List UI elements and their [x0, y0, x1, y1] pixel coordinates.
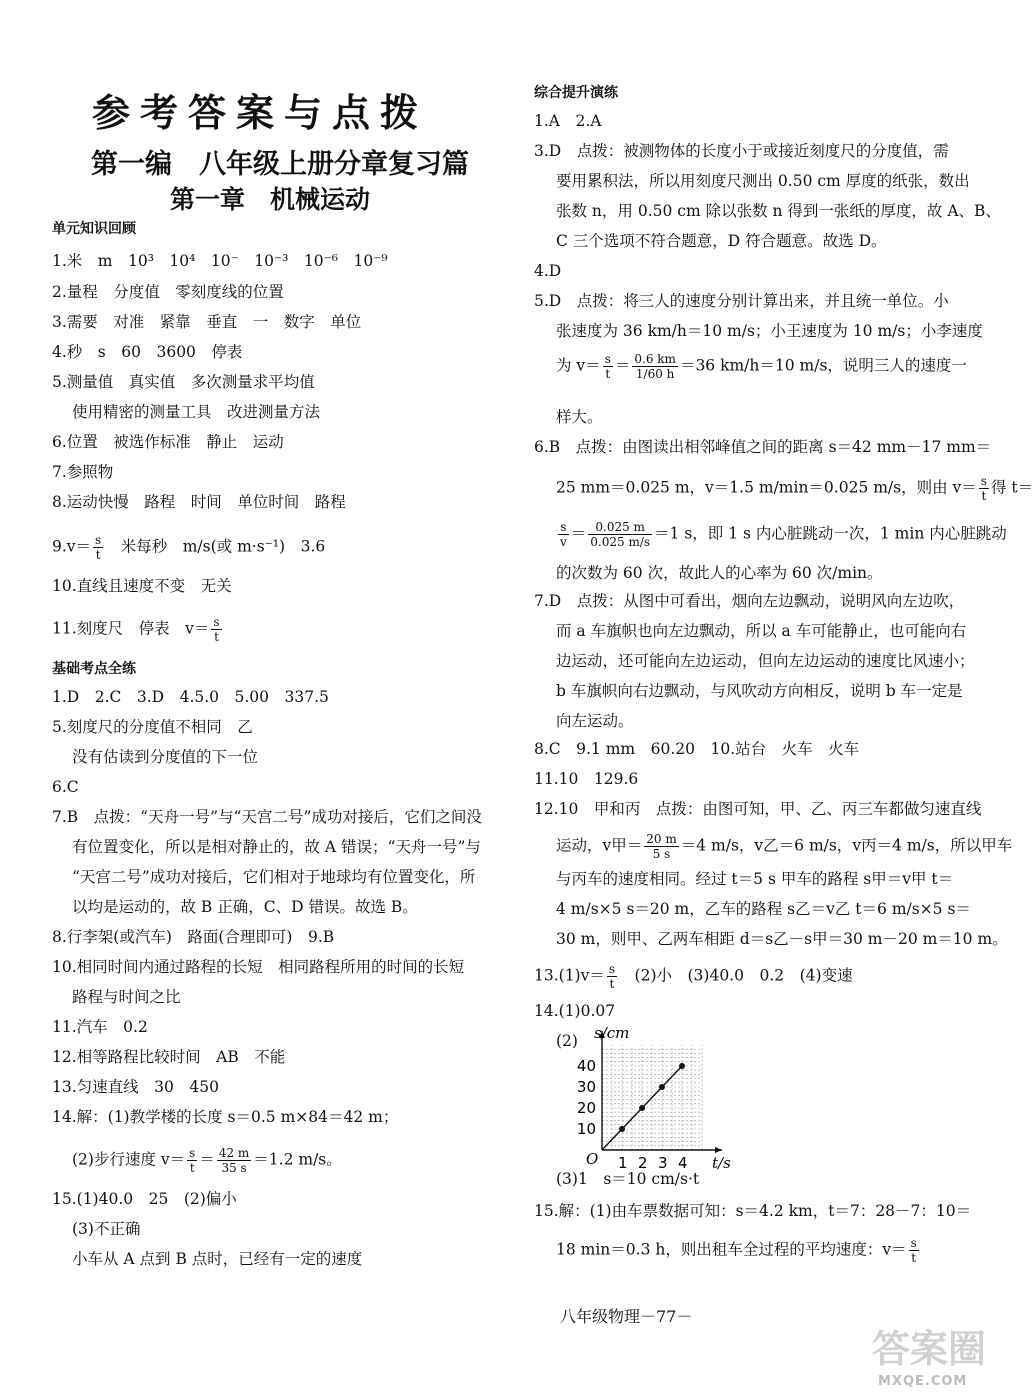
- fraction: [558, 520, 569, 549]
- answer-line: 7.B 点拨：“天舟一号”与“天宫二号”成功对接后，它们之间没: [52, 808, 482, 826]
- data-point: [639, 1105, 645, 1111]
- numerator: s: [980, 474, 987, 488]
- denominator: t: [981, 489, 987, 503]
- numerator: s: [558, 520, 569, 535]
- answer-line: 6.位置 被选作标准 静止 运动: [52, 433, 284, 451]
- answer-line: 与丙车的速度相同。经过 t＝5 s 甲车的路程 s甲＝v甲 t＝: [556, 870, 954, 888]
- denominator: t: [609, 977, 615, 991]
- answer-line: 样大。: [556, 408, 603, 426]
- x-tick-label: 1: [618, 1154, 628, 1172]
- denominator: t: [95, 548, 101, 562]
- answer-line: 10.相同时间内通过路程的长短 相同路程所用的时间的长短: [52, 958, 465, 976]
- chapter-title: 第一章 机械运动: [169, 185, 370, 214]
- answer-line: 11.汽车 0.2: [52, 1018, 148, 1036]
- answer-line: [556, 520, 1007, 549]
- answer-line: 13.匀速直线 30 450: [52, 1078, 219, 1096]
- text: ＝36 km/h＝10 m/s，说明三人的速度一: [679, 356, 967, 375]
- answer-line: (3)不正确: [72, 1220, 141, 1238]
- answer-line: [534, 962, 853, 991]
- origin-label: O: [586, 1150, 599, 1168]
- numerator: 42 m: [218, 1146, 250, 1160]
- answer-line: 4 m/s×5 s＝20 m，乙车的路程 s乙＝v乙 t＝6 m/s×5 s＝: [556, 900, 971, 918]
- y-tick-label: 40: [576, 1057, 596, 1075]
- y-tick-label: 20: [576, 1099, 596, 1117]
- answer-line: 而 a 车旗帜也向左边飘动，所以 a 车可能静止，也可能向右: [556, 622, 967, 640]
- answer-line: [556, 474, 1033, 503]
- numerator: s: [213, 615, 220, 629]
- fraction: [93, 533, 103, 562]
- answer-line: 要用累积法，所以用刻度尺测出 0.50 cm 厚度的纸张，数出: [556, 172, 970, 190]
- fraction: [979, 474, 989, 503]
- answer-line: 1.A 2.A: [534, 112, 602, 130]
- answer-line: 14.(1)0.07: [534, 1002, 616, 1020]
- watermark-site: MXQE.COM: [878, 1374, 968, 1389]
- answer-line: 1.D 2.C 3.D 4.5.0 5.00 337.5: [52, 688, 329, 706]
- answer-line: 1.米 m 10³ 10⁴ 10⁻ 10⁻³ 10⁻⁶ 10⁻⁹: [52, 252, 388, 270]
- answer-line: 5.刻度尺的分度值不相同 乙: [52, 718, 253, 736]
- watermark-logo: 答案圈: [872, 1327, 987, 1371]
- watermark: [872, 1318, 992, 1388]
- answer-line: [52, 533, 325, 562]
- answer-line: 路程与时间之比: [72, 988, 181, 1006]
- answer-line: 4.D: [534, 262, 562, 280]
- answer-line: 有位置变化，所以是相对静止的，故 A 错误；“天舟一号”与: [72, 838, 481, 856]
- answer-line: [52, 615, 224, 644]
- answer-line: 6.B 点拨：由图读出相邻峰值之间的距离 s＝42 mm－17 mm＝: [534, 438, 992, 456]
- text: ＝1 s，即 1 s 内心脏跳动一次，1 min 内心脏跳动: [654, 524, 1007, 543]
- denominator: v: [560, 535, 567, 549]
- answer-line: (2): [556, 1032, 578, 1050]
- answer-line: 2.量程 分度值 零刻度线的位置: [52, 283, 284, 301]
- numerator: 20 m: [646, 832, 677, 846]
- answer-line: 11.10 129.6: [534, 770, 639, 788]
- answer-line: 3.D 点拨：被测物体的长度小于或接近刻度尺的分度值，需: [534, 142, 949, 160]
- answer-line: 的次数为 60 次，故此人的心率为 60 次/min。: [556, 564, 883, 582]
- data-point: [659, 1084, 665, 1090]
- answer-line: 3.需要 对准 紧靠 垂直 一 数字 单位: [52, 313, 362, 331]
- answer-line: 15.(1)40.0 25 (2)偏小: [52, 1190, 237, 1208]
- x-tick-label: 4: [678, 1154, 688, 1172]
- answer-line: 5.测量值 真实值 多次测量求平均值: [52, 373, 315, 391]
- s-t-graph: [540, 1020, 740, 1170]
- denominator: t: [605, 367, 611, 381]
- answer-line: 以均是运动的，故 B 正确，C、D 错误。故选 B。: [72, 898, 418, 916]
- x-tick-label: 3: [658, 1154, 668, 1172]
- data-point: [619, 1126, 625, 1132]
- answer-line: [556, 352, 967, 381]
- answer-line: C 三个选项不符合题意，D 符合题意。故选 D。: [556, 232, 887, 250]
- text: ＝: [570, 524, 587, 543]
- numerator: s: [608, 962, 616, 976]
- y-axis-label: s/cm: [594, 1024, 630, 1042]
- answer-line: b 车旗帜向右边飘动，与风吹动方向相反，说明 b 车一定是: [556, 682, 963, 700]
- answer-line: [556, 832, 1012, 861]
- answer-line: 7.参照物: [52, 463, 114, 481]
- text: 得 t＝: [990, 478, 1033, 497]
- numerator: s: [189, 1146, 196, 1160]
- y-tick-label: 30: [576, 1078, 596, 1096]
- page-footer: 八年级物理－77－: [560, 1307, 693, 1326]
- answer-line: 7.D 点拨：从图中可看出，烟向左边飘动，说明风向左边吹，: [534, 592, 965, 610]
- fraction: [632, 352, 678, 381]
- denominator: 5 s: [652, 847, 671, 861]
- fraction: [644, 832, 678, 861]
- answer-line: [556, 1236, 921, 1265]
- text: (2)步行速度 v＝: [72, 1150, 186, 1169]
- text: 9.v＝: [52, 537, 92, 556]
- numerator: s: [910, 1236, 917, 1250]
- text: (2)小 (3)40.0 0.2 (4)变速: [619, 966, 853, 985]
- numerator: s: [95, 533, 102, 547]
- answer-line: 30 m，则甲、乙两车相距 d＝s乙－s甲＝30 m－20 m＝10 m。: [556, 930, 1008, 948]
- answer-line: 边运动，还可能向左边运动，但向左边运动的速度比风速小；: [556, 652, 975, 670]
- answer-line: 8.C 9.1 mm 60.20 10.站台 火车 火车: [534, 740, 860, 758]
- answer-line: 8.行李架(或汽车) 路面(合理即可) 9.B: [52, 928, 335, 946]
- y-tick-label: 10: [576, 1120, 596, 1138]
- answer-line: 10.直线且速度不变 无关: [52, 577, 232, 595]
- answer-line: 15.解：(1)由车票数据可知：s＝4.2 km，t＝7：28－7：10＝: [534, 1202, 972, 1220]
- fraction: [187, 1146, 197, 1175]
- x-axis-label: t/s: [712, 1154, 731, 1172]
- answer-line: 12.相等路程比较时间 AB 不能: [52, 1048, 286, 1066]
- text: 25 mm＝0.025 m，v＝1.5 m/min＝0.025 m/s，则由 v＝: [556, 478, 977, 497]
- x-axis-arrow: [715, 1147, 722, 1153]
- section-heading-advanced: 综合提升演练: [534, 85, 618, 101]
- answer-line: 张数 n，用 0.50 cm 除以张数 n 得到一张纸的厚度，故 A、B、: [556, 202, 1001, 220]
- denominator: t: [214, 630, 219, 644]
- answer-line: 12.10 甲和丙 点拨：由图可知，甲、乙、丙三车都做匀速直线: [534, 800, 982, 818]
- answer-line: 8.运动快慢 路程 时间 单位时间 路程: [52, 493, 346, 511]
- text: 18 min＝0.3 h，则出租车全过程的平均速度：v＝: [556, 1240, 907, 1259]
- answer-line: 5.D 点拨：将三人的速度分别计算出来，并且统一单位。小: [534, 292, 949, 310]
- fraction: [211, 615, 221, 644]
- text: 11.刻度尺 停表 v＝: [52, 619, 210, 638]
- answer-line: 小车从 A 点到 B 点时，已经有一定的速度: [72, 1250, 363, 1268]
- answer-line: 6.C: [52, 778, 79, 796]
- text: ＝4 m/s，v乙＝6 m/s，v丙＝4 m/s，所以甲车: [680, 836, 1013, 855]
- answer-line: (3)1 s＝10 cm/s·t: [556, 1170, 700, 1188]
- section-heading-review: 单元知识回顾: [52, 221, 136, 237]
- denominator: t: [189, 1161, 195, 1175]
- text: 运动，v甲＝: [556, 836, 643, 855]
- denominator: t: [911, 1251, 917, 1265]
- fraction: [217, 1146, 251, 1175]
- page-title: 参考答案与点拨: [91, 90, 428, 135]
- denominator: 35 s: [221, 1161, 247, 1175]
- answer-line: “天宫二号”成功对接后，它们相对于地球均有位置变化，所: [72, 868, 476, 886]
- text: 13.(1)v＝: [534, 966, 605, 985]
- text: ＝: [614, 356, 631, 375]
- section-heading-basic: 基础考点全练: [52, 661, 136, 677]
- part-title: 第一编 八年级上册分章复习篇: [91, 149, 469, 180]
- answer-line: 14.解：(1)教学楼的长度 s＝0.5 m×84＝42 m；: [52, 1108, 399, 1126]
- answer-line: 4.秒 s 60 3600 停表: [52, 343, 243, 361]
- answer-line: 张速度为 36 km/h＝10 m/s；小王速度为 10 m/s；小李速度: [556, 322, 983, 340]
- text: 为 v＝: [556, 356, 601, 375]
- numerator: s: [604, 352, 611, 366]
- answer-line: 没有估读到分度值的下一位: [72, 748, 259, 766]
- answer-line: [72, 1146, 342, 1175]
- text: 米每秒 m/s(或 m·s⁻¹) 3.6: [105, 537, 326, 556]
- numerator: 0.6 km: [634, 352, 676, 366]
- fraction: [909, 1236, 919, 1265]
- fraction: [607, 962, 617, 991]
- denominator: 0.025 m/s: [590, 535, 651, 549]
- answer-line: 向左运动。: [556, 712, 634, 730]
- text: ＝: [199, 1150, 215, 1169]
- denominator: 1/60 h: [635, 367, 675, 381]
- x-tick-label: 2: [638, 1154, 648, 1172]
- fraction: [588, 520, 652, 549]
- fraction: [603, 352, 613, 381]
- answer-line: 使用精密的测量工具 改进测量方法: [72, 403, 321, 421]
- text: ＝1.2 m/s。: [253, 1150, 342, 1169]
- data-point: [679, 1063, 685, 1069]
- numerator: 0.025 m: [588, 520, 652, 535]
